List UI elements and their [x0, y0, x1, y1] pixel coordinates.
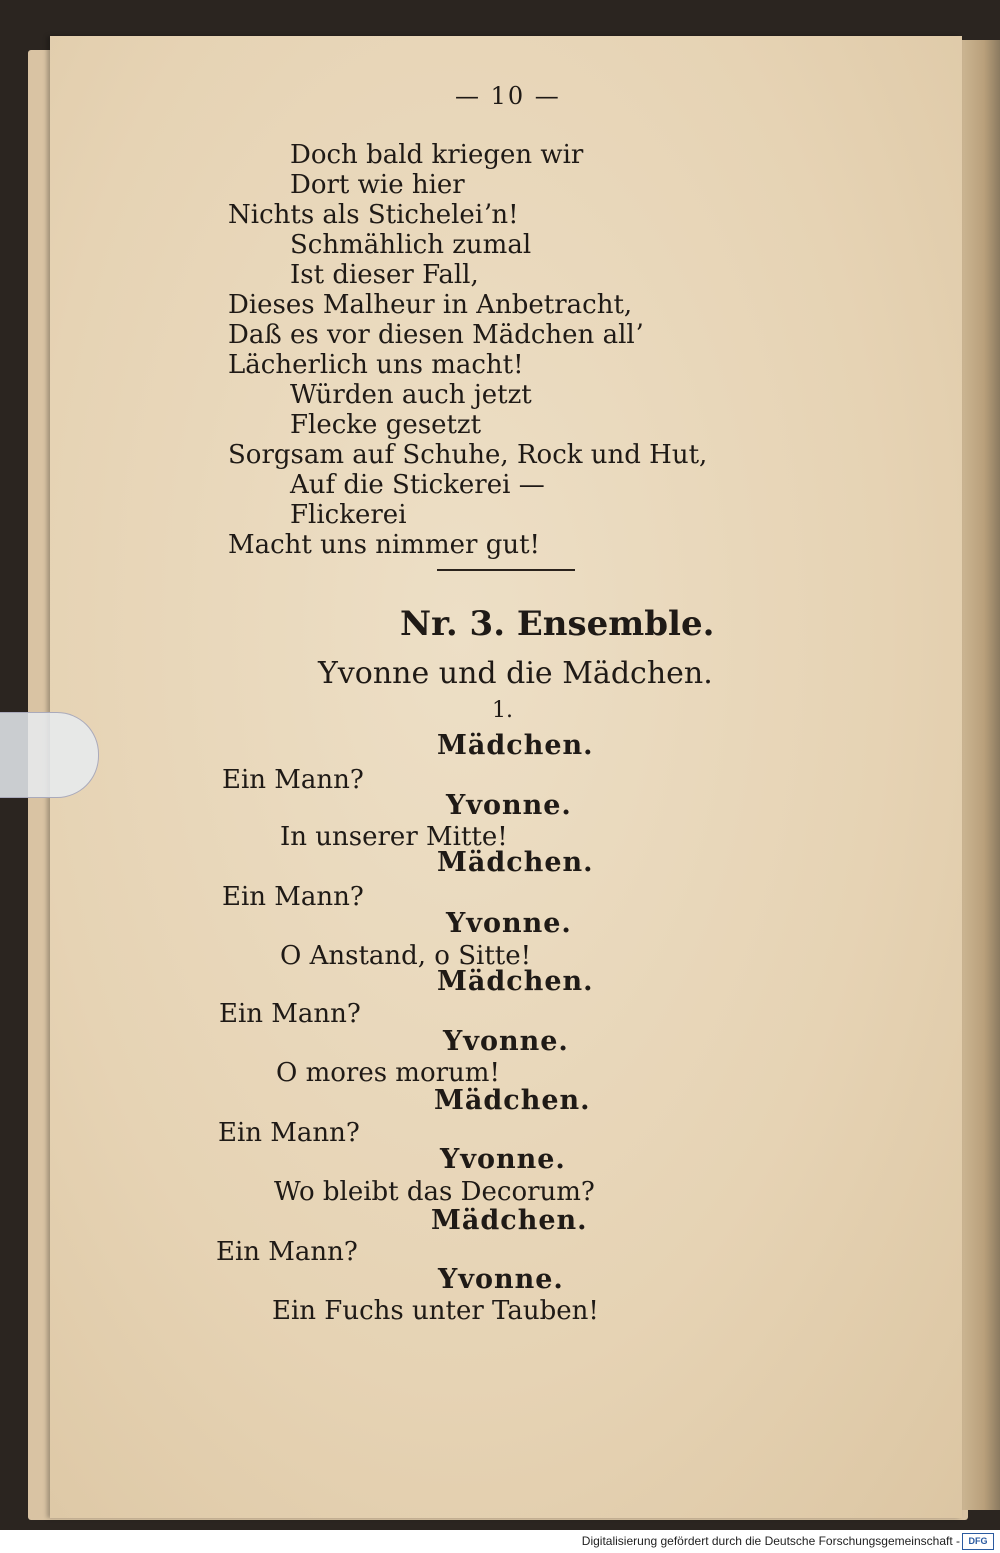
dialogue-line: Ein Mann?: [216, 1237, 358, 1267]
verse-line: Doch bald kriegen wir: [290, 140, 584, 170]
verse-line: Dieses Malheur in Anbetracht,: [228, 290, 633, 320]
speaker-name: Mädchen.: [437, 847, 594, 878]
section-divider: [437, 569, 575, 571]
speaker-name: Mädchen.: [431, 1205, 588, 1236]
dialogue-line: Ein Fuchs unter Tauben!: [272, 1296, 599, 1326]
speaker-name: Yvonne.: [446, 908, 572, 939]
verse-line: Schmählich zumal: [290, 230, 532, 260]
verse-line: Nichts als Sticheleiʼn!: [228, 200, 519, 230]
speaker-name: Yvonne.: [443, 1026, 569, 1057]
section-subtitle: Yvonne und die Mädchen.: [318, 656, 713, 691]
dialogue-line: Ein Mann?: [222, 765, 364, 795]
footer-bar: [0, 1530, 1000, 1553]
verse-line: Sorgsam auf Schuhe, Rock und Hut,: [228, 440, 708, 470]
verse-line: Lächerlich uns macht!: [228, 350, 524, 380]
speaker-name: Yvonne.: [446, 790, 572, 821]
dialogue-line: O Anstand, o Sitte!: [280, 941, 532, 971]
speaker-name: Mädchen.: [434, 1085, 591, 1116]
section-title: Nr. 3. Ensemble.: [400, 604, 715, 644]
dialogue-line: O mores morum!: [276, 1058, 500, 1088]
verse-line: Flecke gesetzt: [290, 410, 482, 440]
book-edge: [960, 40, 1000, 1510]
verse-line: Auf die Stickerei —: [290, 470, 545, 500]
page-number: — 10 —: [455, 82, 561, 110]
dialogue-line: Ein Mann?: [222, 882, 364, 912]
page-tab-marker: [0, 712, 99, 798]
speaker-name: Yvonne.: [438, 1264, 564, 1295]
dfg-logo: DFG: [962, 1533, 994, 1550]
section-number: 1.: [492, 698, 513, 723]
dialogue-line: In unserer Mitte!: [280, 822, 508, 852]
footer-credit: Digitalisierung gefördert durch die Deutsche Forschungsgemeinschaft -: [581, 1534, 960, 1548]
verse-line: Flickerei: [290, 500, 407, 530]
verse-line: Dort wie hier: [290, 170, 465, 200]
verse-line: Ist dieser Fall,: [290, 260, 479, 290]
speaker-name: Yvonne.: [440, 1144, 566, 1175]
verse-line: Würden auch jetzt: [290, 380, 532, 410]
dialogue-line: Ein Mann?: [219, 999, 361, 1029]
verse-line: Daß es vor diesen Mädchen allʼ: [228, 320, 643, 350]
dialogue-line: Ein Mann?: [218, 1118, 360, 1148]
speaker-name: Mädchen.: [437, 730, 594, 761]
dialogue-line: Wo bleibt das Decorum?: [274, 1177, 595, 1207]
speaker-name: Mädchen.: [437, 966, 594, 997]
verse-line: Macht uns nimmer gut!: [228, 530, 540, 560]
